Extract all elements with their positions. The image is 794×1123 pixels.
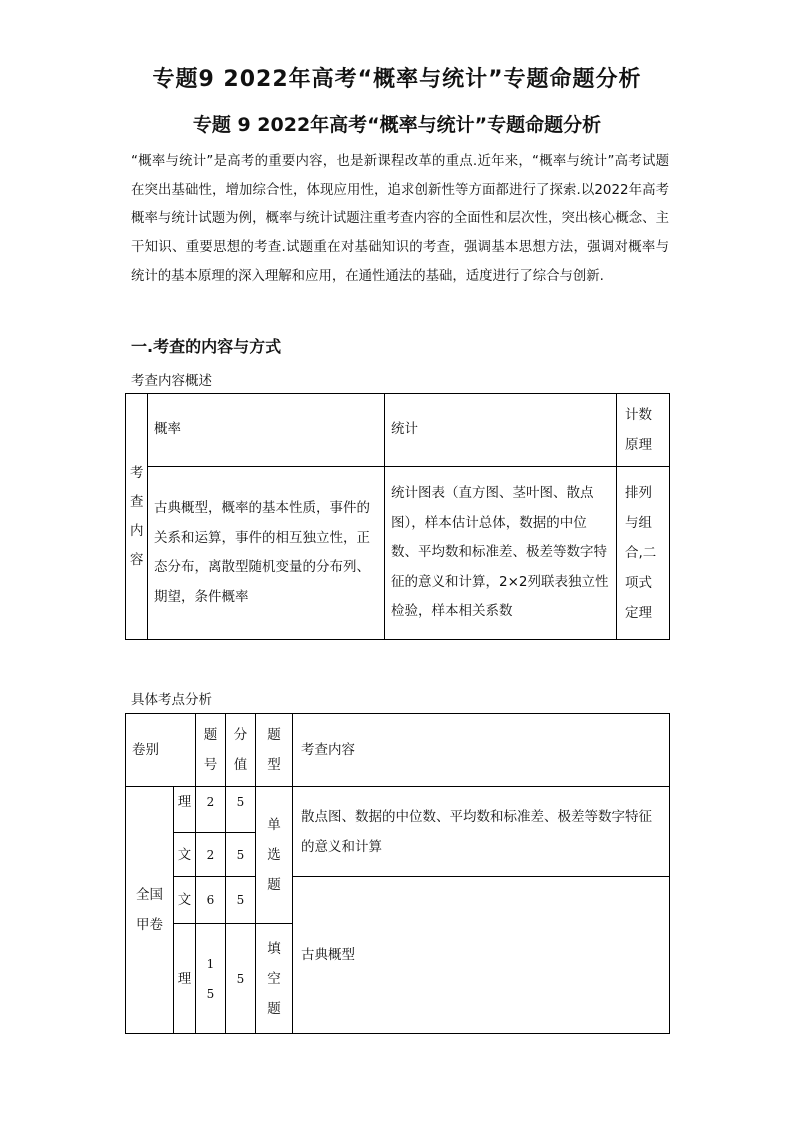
score-cell: 5 xyxy=(226,787,256,833)
question-no-cell: 6 xyxy=(196,877,226,924)
type-fill-blank: 填空题 xyxy=(256,924,293,1034)
content-overview-table xyxy=(125,393,670,640)
header-probability: 概率 xyxy=(148,394,385,467)
track-cell: 文 xyxy=(174,877,196,924)
exam-points-table xyxy=(125,713,670,1034)
score-cell: 5 xyxy=(226,924,256,1034)
header-content: 考查内容 xyxy=(293,714,670,787)
document-title: 专题9 2022年高考“概率与统计”专题命题分析 xyxy=(152,67,642,92)
score-cell: 5 xyxy=(226,877,256,924)
question-no-cell: 15 xyxy=(196,924,226,1034)
score-cell: 5 xyxy=(226,833,256,877)
intro-paragraph: “概率与统计”是高考的重要内容，也是新课程改革的重点.近年来，“概率与统计”高考试题在突出基础性，增加综合性，体现应用性，追求创新性等方面都进行了探索.以2022年高考概率与统计试题为例，概率与统计试题注重考查内容的全面性和层次性，突出核心概念、主干知识、重要思想的考查.试题重在对基础知识的考查，强调基本思想方法，强调对概率与统计的基本原理的深入理解和应用，在通性通法的基础，适度进行了综合与创新. xyxy=(131,154,669,284)
paper-cell: 全国甲卷 xyxy=(126,787,174,1034)
type-single-choice: 单选题 xyxy=(256,787,293,924)
content-cell-2: 古典概型 xyxy=(293,877,670,1034)
header-paper: 卷别 xyxy=(126,714,196,787)
probability-content: 古典概型，概率的基本性质，事件的关系和运算，事件的相互独立性，正态分布，离散型随机变量的分布列、期望，条件概率 xyxy=(148,467,385,640)
document-subtitle: 专题 9 2022年高考“概率与统计”专题命题分析 xyxy=(192,114,602,136)
statistics-content: 统计图表（直方图、茎叶图、散点图），样本估计总体，数据的中位数、平均数和标准差、极差等数字特征的意义和计算，2×2列联表独立性检验，样本相关系数 xyxy=(385,467,617,640)
content-cell-1: 散点图、数据的中位数、平均数和标准差、极差等数字特征的意义和计算 xyxy=(293,787,670,877)
header-type: 题型 xyxy=(256,714,293,787)
table2-caption: 具体考点分析 xyxy=(131,692,212,708)
header-question-no: 题号 xyxy=(196,714,226,787)
track-cell: 文 xyxy=(174,833,196,877)
table1-caption: 考查内容概述 xyxy=(131,373,212,389)
header-counting: 计数原理 xyxy=(617,394,670,467)
row-header-cell: 考查内容 xyxy=(126,394,148,640)
question-no-cell: 2 xyxy=(196,787,226,833)
question-no-cell: 2 xyxy=(196,833,226,877)
track-cell: 理 xyxy=(174,787,196,833)
track-cell: 理 xyxy=(174,924,196,1034)
counting-content: 排列与组合,二项式定理 xyxy=(617,467,670,640)
header-statistics: 统计 xyxy=(385,394,617,467)
header-score: 分值 xyxy=(226,714,256,787)
section-heading: 一.考查的内容与方式 xyxy=(131,337,282,356)
